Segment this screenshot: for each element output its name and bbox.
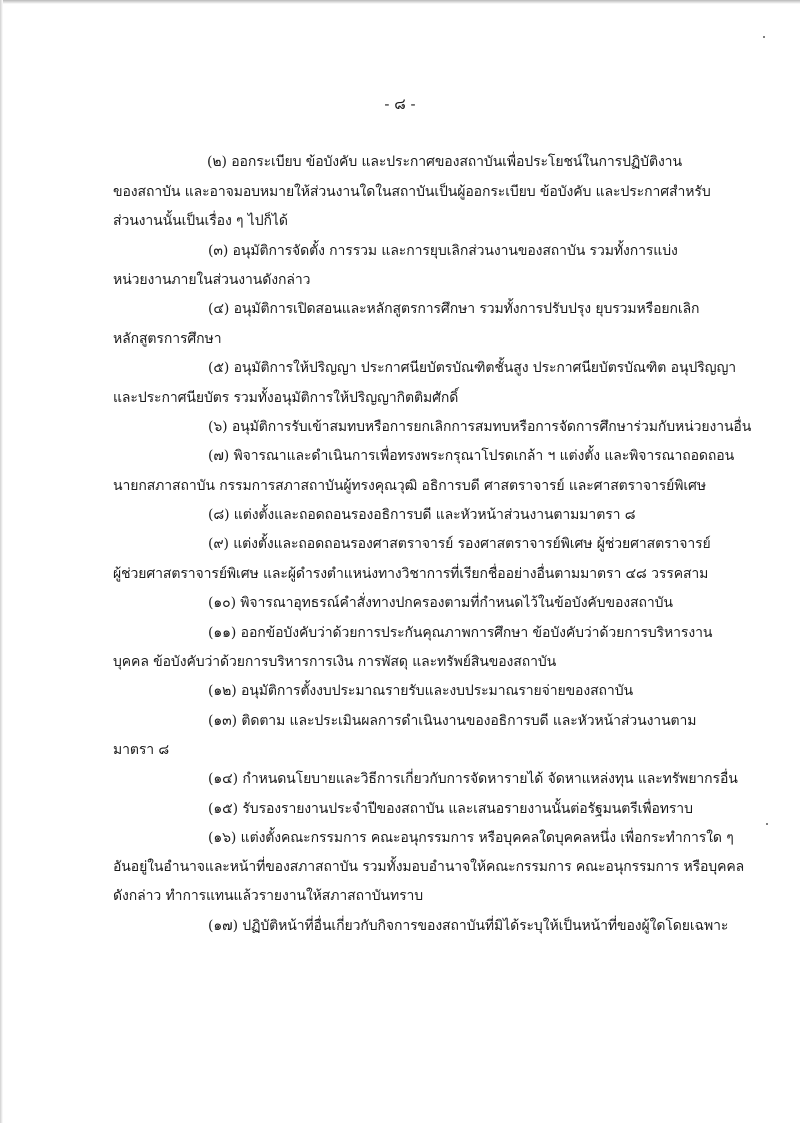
text-line: (๑๖) แต่งตั้งคณะกรรมการ คณะอนุกรรมการ หรือบุคคลใดบุคคลหนึ่ง เพื่อกระทำการใด ๆ <box>208 830 734 846</box>
text-line: (๗) พิจารณาและดำเนินการเพื่อทรงพระกรุณาโปรดเกล้า ฯ แต่งตั้ง และพิจารณาถอดถอน <box>208 448 735 464</box>
text-line: (๑๓) ติดตาม และประเมินผลการดำเนินงานของอธิการบดี และหัวหน้าส่วนงานตาม <box>208 713 697 729</box>
text-line: อันอยู่ในอำนาจและหน้าที่ของสภาสถาบัน รวมทั้งมอบอำนาจให้คณะกรรมการ คณะอนุกรรมการ หรือบุคคล <box>113 859 745 875</box>
text-line: ผู้ช่วยศาสตราจารย์พิเศษ และผู้ดำรงตำแหน่งทางวิชาการที่เรียกชื่ออย่างอื่นตามมาตรา ๔๘ วรรคสาม <box>113 566 709 582</box>
text-line: นายกสภาสถาบัน กรรมการสภาสถาบันผู้ทรงคุณวุฒิ อธิการบดี ศาสตราจารย์ และศาสตราจารย์พิเศษ <box>113 478 706 494</box>
text-line: (๑๗) ปฏิบัติหน้าที่อื่นเกี่ยวกับกิจการของสถาบันที่มิได้ระบุให้เป็นหน้าที่ของผู้ใดโดยเฉพาะ <box>208 918 729 934</box>
text-line: มาตรา ๘ <box>113 742 170 758</box>
text-line: (๖) อนุมัติการรับเข้าสมทบหรือการยกเลิกการสมทบหรือการจัดการศึกษาร่วมกับหน่วยงานอื่น <box>208 419 752 435</box>
text-line: หน่วยงานภายในส่วนงานดังกล่าว <box>113 272 311 288</box>
text-line: (๔) อนุมัติการเปิดสอนและหลักสูตรการศึกษา รวมทั้งการปรับปรุง ยุบรวมหรือยกเลิก <box>208 301 700 317</box>
text-line: (๙) แต่งตั้งและถอดถอนรองศาสตราจารย์ รองศาสตราจารย์พิเศษ ผู้ช่วยศาสตราจารย์ <box>208 536 711 552</box>
text-line: (๑๒) อนุมัติการตั้งงบประมาณรายรับและงบประมาณรายจ่ายของสถาบัน <box>208 683 633 699</box>
text-line: หลักสูตรการศึกษา <box>113 331 222 347</box>
text-line: ของสถาบัน และอาจมอบหมายให้ส่วนงานใดในสถาบันเป็นผู้ออกระเบียบ ข้อบังคับ และประกาศสำหรับ <box>113 184 711 200</box>
text-line: ส่วนงานนั้นเป็นเรื่อง ๆ ไปก็ได้ <box>113 213 288 229</box>
text-line: (๑๕) รับรองรายงานประจำปีของสถาบัน และเสนอรายงานนั้นต่อรัฐมนตรีเพื่อทราบ <box>208 801 693 817</box>
text-line: บุคคล ข้อบังคับว่าด้วยการบริหารการเงิน การพัสดุ และทรัพย์สินของสถาบัน <box>113 654 557 670</box>
text-line: (๕) อนุมัติการให้ปริญญา ประกาศนียบัตรบัณฑิตชั้นสูง ประกาศนียบัตรบัณฑิต อนุปริญญา <box>208 360 737 376</box>
scan-speck <box>766 823 768 825</box>
scan-edge-top <box>0 0 800 4</box>
text-line: (๑๑) ออกข้อบังคับว่าด้วยการประกันคุณภาพการศึกษา ข้อบังคับว่าด้วยการบริหารงาน <box>208 625 713 641</box>
text-line: (๑๐) พิจารณาอุทธรณ์คำสั่งทางปกครองตามที่กำหนดไว้ในข้อบังคับของสถาบัน <box>208 595 673 611</box>
scan-edge-left <box>0 0 3 1123</box>
text-line: (๒) ออกระเบียบ ข้อบังคับ และประกาศของสถาบันเพื่อประโยชน์ในการปฏิบัติงาน <box>207 154 682 170</box>
text-line: (๓) อนุมัติการจัดตั้ง การรวม และการยุบเลิกส่วนงานของสถาบัน รวมทั้งการแบ่ง <box>208 243 678 259</box>
text-line: และประกาศนียบัตร รวมทั้งอนุมัติการให้ปริญญากิตติมศักดิ์ <box>113 390 459 406</box>
text-line: (๑๔) กำหนดนโยบายและวิธีการเกี่ยวกับการจัดหารายได้ จัดหาแหล่งทุน และทรัพยากรอื่น <box>208 771 738 787</box>
text-line: (๘) แต่งตั้งและถอดถอนรองอธิการบดี และหัวหน้าส่วนงานตามมาตรา ๘ <box>208 507 636 523</box>
scan-speck <box>763 36 765 38</box>
page-number: - ๘ - <box>384 95 416 113</box>
text-line: ดังกล่าว ทำการแทนแล้วรายงานให้สภาสถาบันทราบ <box>113 888 424 904</box>
